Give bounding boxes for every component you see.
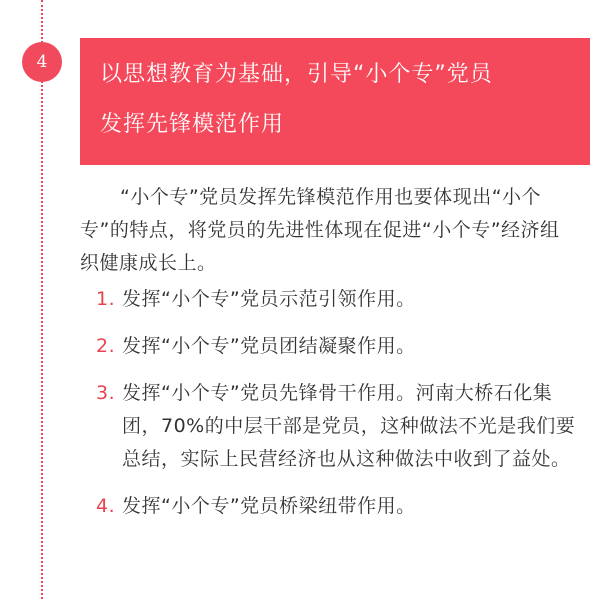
- list-item-number: 1.: [96, 288, 116, 310]
- timeline-dotted-line: [41, 0, 43, 599]
- list-item-text: 发挥“小个专”党员示范引领作用。: [122, 288, 416, 310]
- list-item-text: 发挥“小个专”党员桥梁纽带作用。: [122, 495, 416, 517]
- step-number-badge: 4: [22, 42, 62, 82]
- list-item: [96, 490, 596, 523]
- list-item: [96, 283, 596, 316]
- section-heading-banner: [80, 38, 590, 165]
- list-item-text: 发挥“小个专”党员先锋骨干作用。河南大桥石化集团，70%的中层干部是党员，这种做法不光是我们要总结，实际上民营经济也从这种做法中收到了益处。: [122, 382, 576, 470]
- list-item-number: 3.: [96, 382, 116, 404]
- list-item-number: 4.: [96, 495, 116, 517]
- list-item-text: 发挥“小个专”党员团结凝聚作用。: [122, 335, 416, 357]
- list-item: [96, 330, 596, 363]
- section-heading-line-2: 发挥先锋模范作用: [100, 112, 285, 137]
- intro-paragraph: “小个专”党员发挥先锋模范作用也要体现出“小个专”的特点，将党员的先进性体现在促进“小个专”经济组织健康成长上。: [80, 186, 560, 274]
- points-list: [96, 283, 596, 523]
- list-item-number: 2.: [96, 335, 116, 357]
- section-heading-line-1: 以思想教育为基础，引导“小个专”党员: [100, 62, 493, 87]
- list-item: [96, 377, 596, 476]
